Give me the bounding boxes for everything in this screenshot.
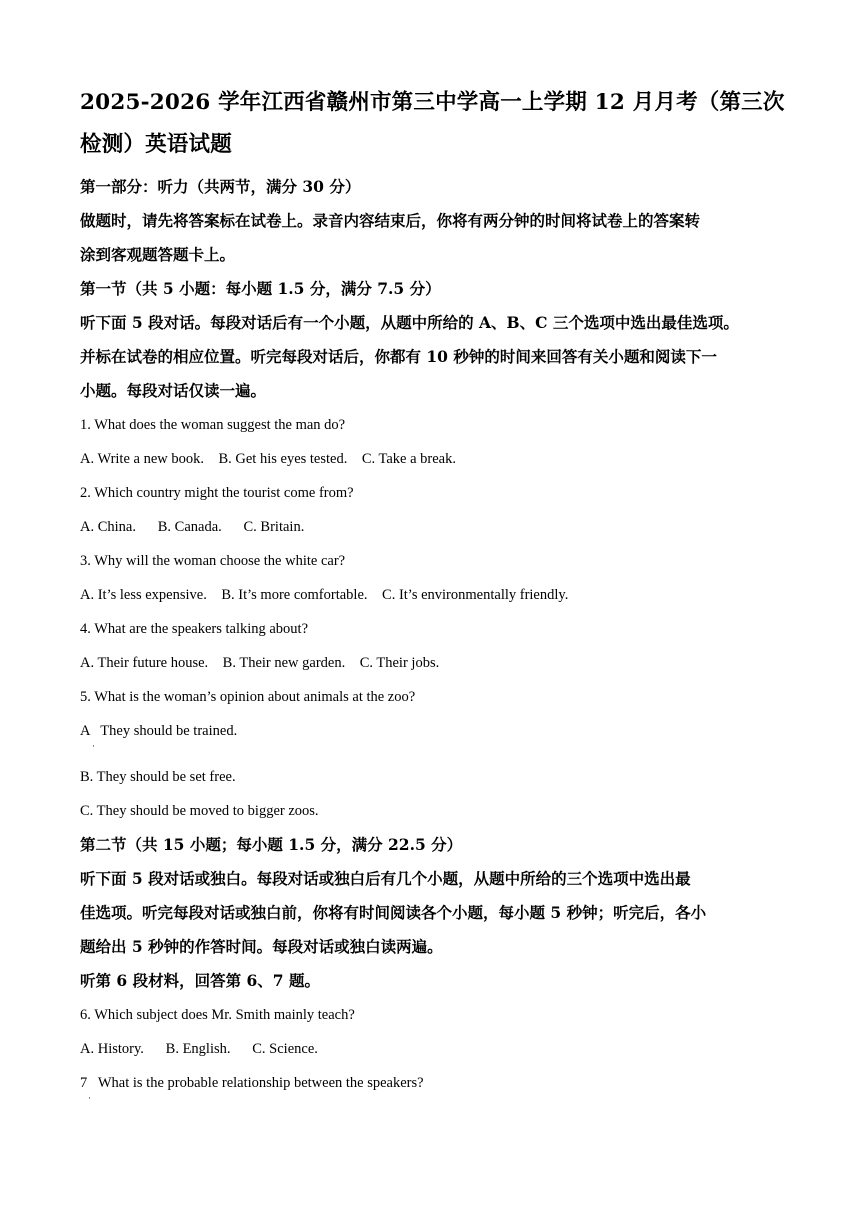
- material6-heading: 听第 6 段材料，回答第 6、7 题。: [80, 971, 320, 990]
- question-4-options: A. Their future house. B. Their new garden. C. Their jobs.: [80, 655, 440, 671]
- question-6-options: A. History. B. English. C. Science.: [80, 1041, 318, 1057]
- section1-heading: 第一节（共 5 小题：每小题 1.5 分，满分 7.5 分）: [80, 279, 441, 298]
- question-3-options: A. It’s less expensive. B. It’s more comfortable. C. It’s environmentally friendly.: [80, 587, 569, 603]
- question-7: 7 What is the probable relationship between the speakers?: [80, 1075, 424, 1091]
- question-6: 6. Which subject does Mr. Smith mainly teach?: [80, 1007, 355, 1023]
- section1-instruction-line: 听下面 5 段对话。每段对话后有一个小题，从题中所给的 A、B、C 三个选项中选出最佳选项。: [80, 313, 739, 332]
- stray-dot: ·: [92, 741, 95, 751]
- section1-instruction-line: 并标在试卷的相应位置。听完每段对话后，你都有 10 秒钟的时间来回答有关小题和阅读下一: [80, 347, 717, 366]
- title-line-1: 2025-2026 学年江西省赣州市第三中学高一上学期 12 月月考（第三次: [80, 90, 785, 115]
- part1-instruction-line: 做题时，请先将答案标在试卷上。录音内容结束后，你将有两分钟的时间将试卷上的答案转: [80, 211, 701, 230]
- part1-instruction-line: 涂到客观题答题卡上。: [80, 245, 236, 264]
- question-4: 4. What are the speakers talking about?: [80, 621, 309, 637]
- question-5-option-b: B. They should be set free.: [80, 769, 236, 785]
- section2-instruction-line: 佳选项。听完每段对话或独白前，你将有时间阅读各个小题，每小题 5 秒钟；听完后，各小: [80, 903, 707, 922]
- question-2-options: A. China. B. Canada. C. Britain.: [80, 519, 305, 535]
- part1-heading: 第一部分：听力（共两节，满分 30 分）: [80, 177, 361, 196]
- question-1-options: A. Write a new book. B. Get his eyes tested. C. Take a break.: [80, 451, 456, 467]
- section2-instruction-line: 题给出 5 秒钟的作答时间。每段对话或独白读两遍。: [80, 937, 443, 956]
- question-2: 2. Which country might the tourist come from?: [80, 485, 354, 501]
- stray-dot: ·: [88, 1093, 91, 1103]
- section2-heading: 第二节（共 15 小题；每小题 1.5 分，满分 22.5 分）: [80, 835, 463, 854]
- stray-dot-line: [80, 741, 792, 760]
- question-5: 5. What is the woman’s opinion about animals at the zoo?: [80, 689, 416, 705]
- section1-instruction-line: 小题。每段对话仅读一遍。: [80, 381, 267, 400]
- section2-instruction-line: 听下面 5 段对话或独白。每段对话或独白后有几个小题，从题中所给的三个选项中选出最: [80, 869, 691, 888]
- document-title: [80, 82, 792, 166]
- question-1: 1. What does the woman suggest the man do?: [80, 417, 346, 433]
- question-5-option-c: C. They should be moved to bigger zoos.: [80, 803, 319, 819]
- stray-dot-line: [80, 1093, 792, 1112]
- question-3: 3. Why will the woman choose the white car?: [80, 553, 346, 569]
- title-line-2: 检测）英语试题: [80, 132, 232, 157]
- question-5-option-a: A They should be trained.: [80, 723, 238, 739]
